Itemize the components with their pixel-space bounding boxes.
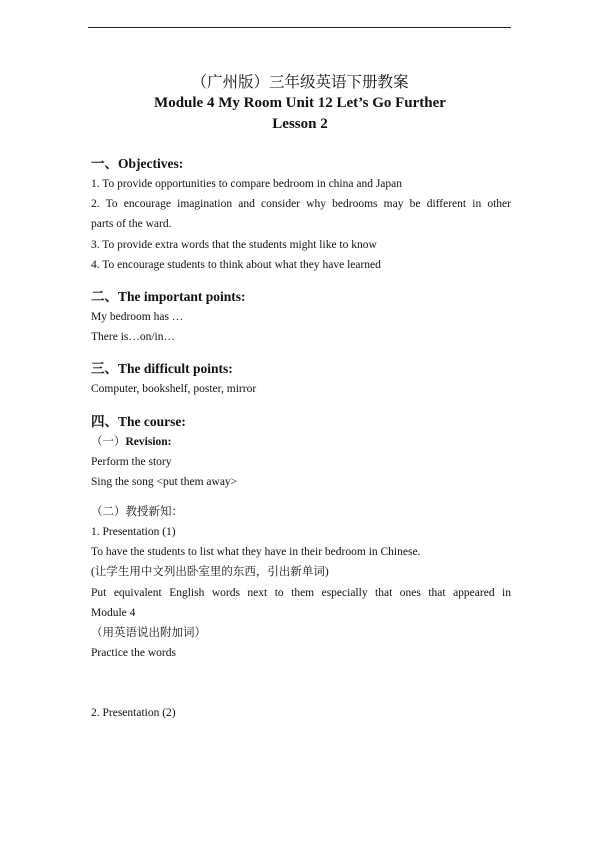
revision-line-1: Perform the story (91, 455, 172, 468)
new-knowledge-heading: （二）教授新知： (91, 506, 183, 519)
presentation-1-line-1: To have the students to list what they have in their bedroom in Chinese. (91, 546, 421, 559)
difficult-points-section (91, 359, 511, 399)
objective-item-2: 2. To encourage imagination and consider why bedrooms may be different in other (91, 198, 511, 211)
title-english: Module 4 My Room Unit 12 Let’s Go Further (154, 95, 446, 111)
objectives-heading: 一、Objectives: (91, 156, 184, 171)
important-point-2: There is…on/in… (91, 331, 175, 344)
lesson-title: Lesson 2 (272, 116, 328, 132)
objective-item-4: 4. To encourage students to think about what they have learned (91, 258, 381, 271)
header-rule (88, 27, 511, 28)
document-title-block (0, 72, 600, 135)
document-body (91, 154, 511, 724)
objectives-section (91, 154, 511, 275)
revision-heading (91, 432, 511, 452)
revision-line-2: Sing the song <put them away> (91, 475, 238, 488)
presentation-2-title: 2. Presentation (2) (91, 707, 176, 720)
objective-item-2-continued: parts of the ward. (91, 218, 172, 231)
objective-item-3: 3. To provide extra words that the students might like to know (91, 238, 377, 251)
difficult-point-1: Computer, bookshelf, poster, mirror (91, 383, 257, 396)
presentation-1-line-3: Put equivalent English words next to them especially that ones that appeared in (91, 586, 511, 599)
presentation-1-line-4: （用英语说出附加词） (91, 627, 206, 640)
objective-item-1: 1. To provide opportunities to compare bedroom in china and Japan (91, 178, 403, 190)
presentation-1-line-2: (让学生用中文列出卧室里的东西，引出新单词) (91, 566, 329, 579)
presentation-1-line-3-continued: Module 4 (91, 606, 136, 619)
important-point-1: My bedroom has … (91, 311, 184, 324)
difficult-points-heading: 三、The difficult points: (91, 361, 233, 377)
important-points-heading: 二、The important points: (91, 289, 246, 305)
presentation-1-title: 1. Presentation (1) (91, 526, 176, 539)
important-points-section (91, 287, 511, 347)
presentation-1-line-5: Practice the words (91, 647, 176, 660)
title-chinese: （广州版）三年级英语下册教案 (191, 74, 409, 91)
course-section (91, 412, 511, 724)
revision-label: Revision: (125, 435, 172, 448)
course-heading: 四、The course: (91, 413, 186, 429)
revision-prefix: （一） (91, 435, 126, 448)
